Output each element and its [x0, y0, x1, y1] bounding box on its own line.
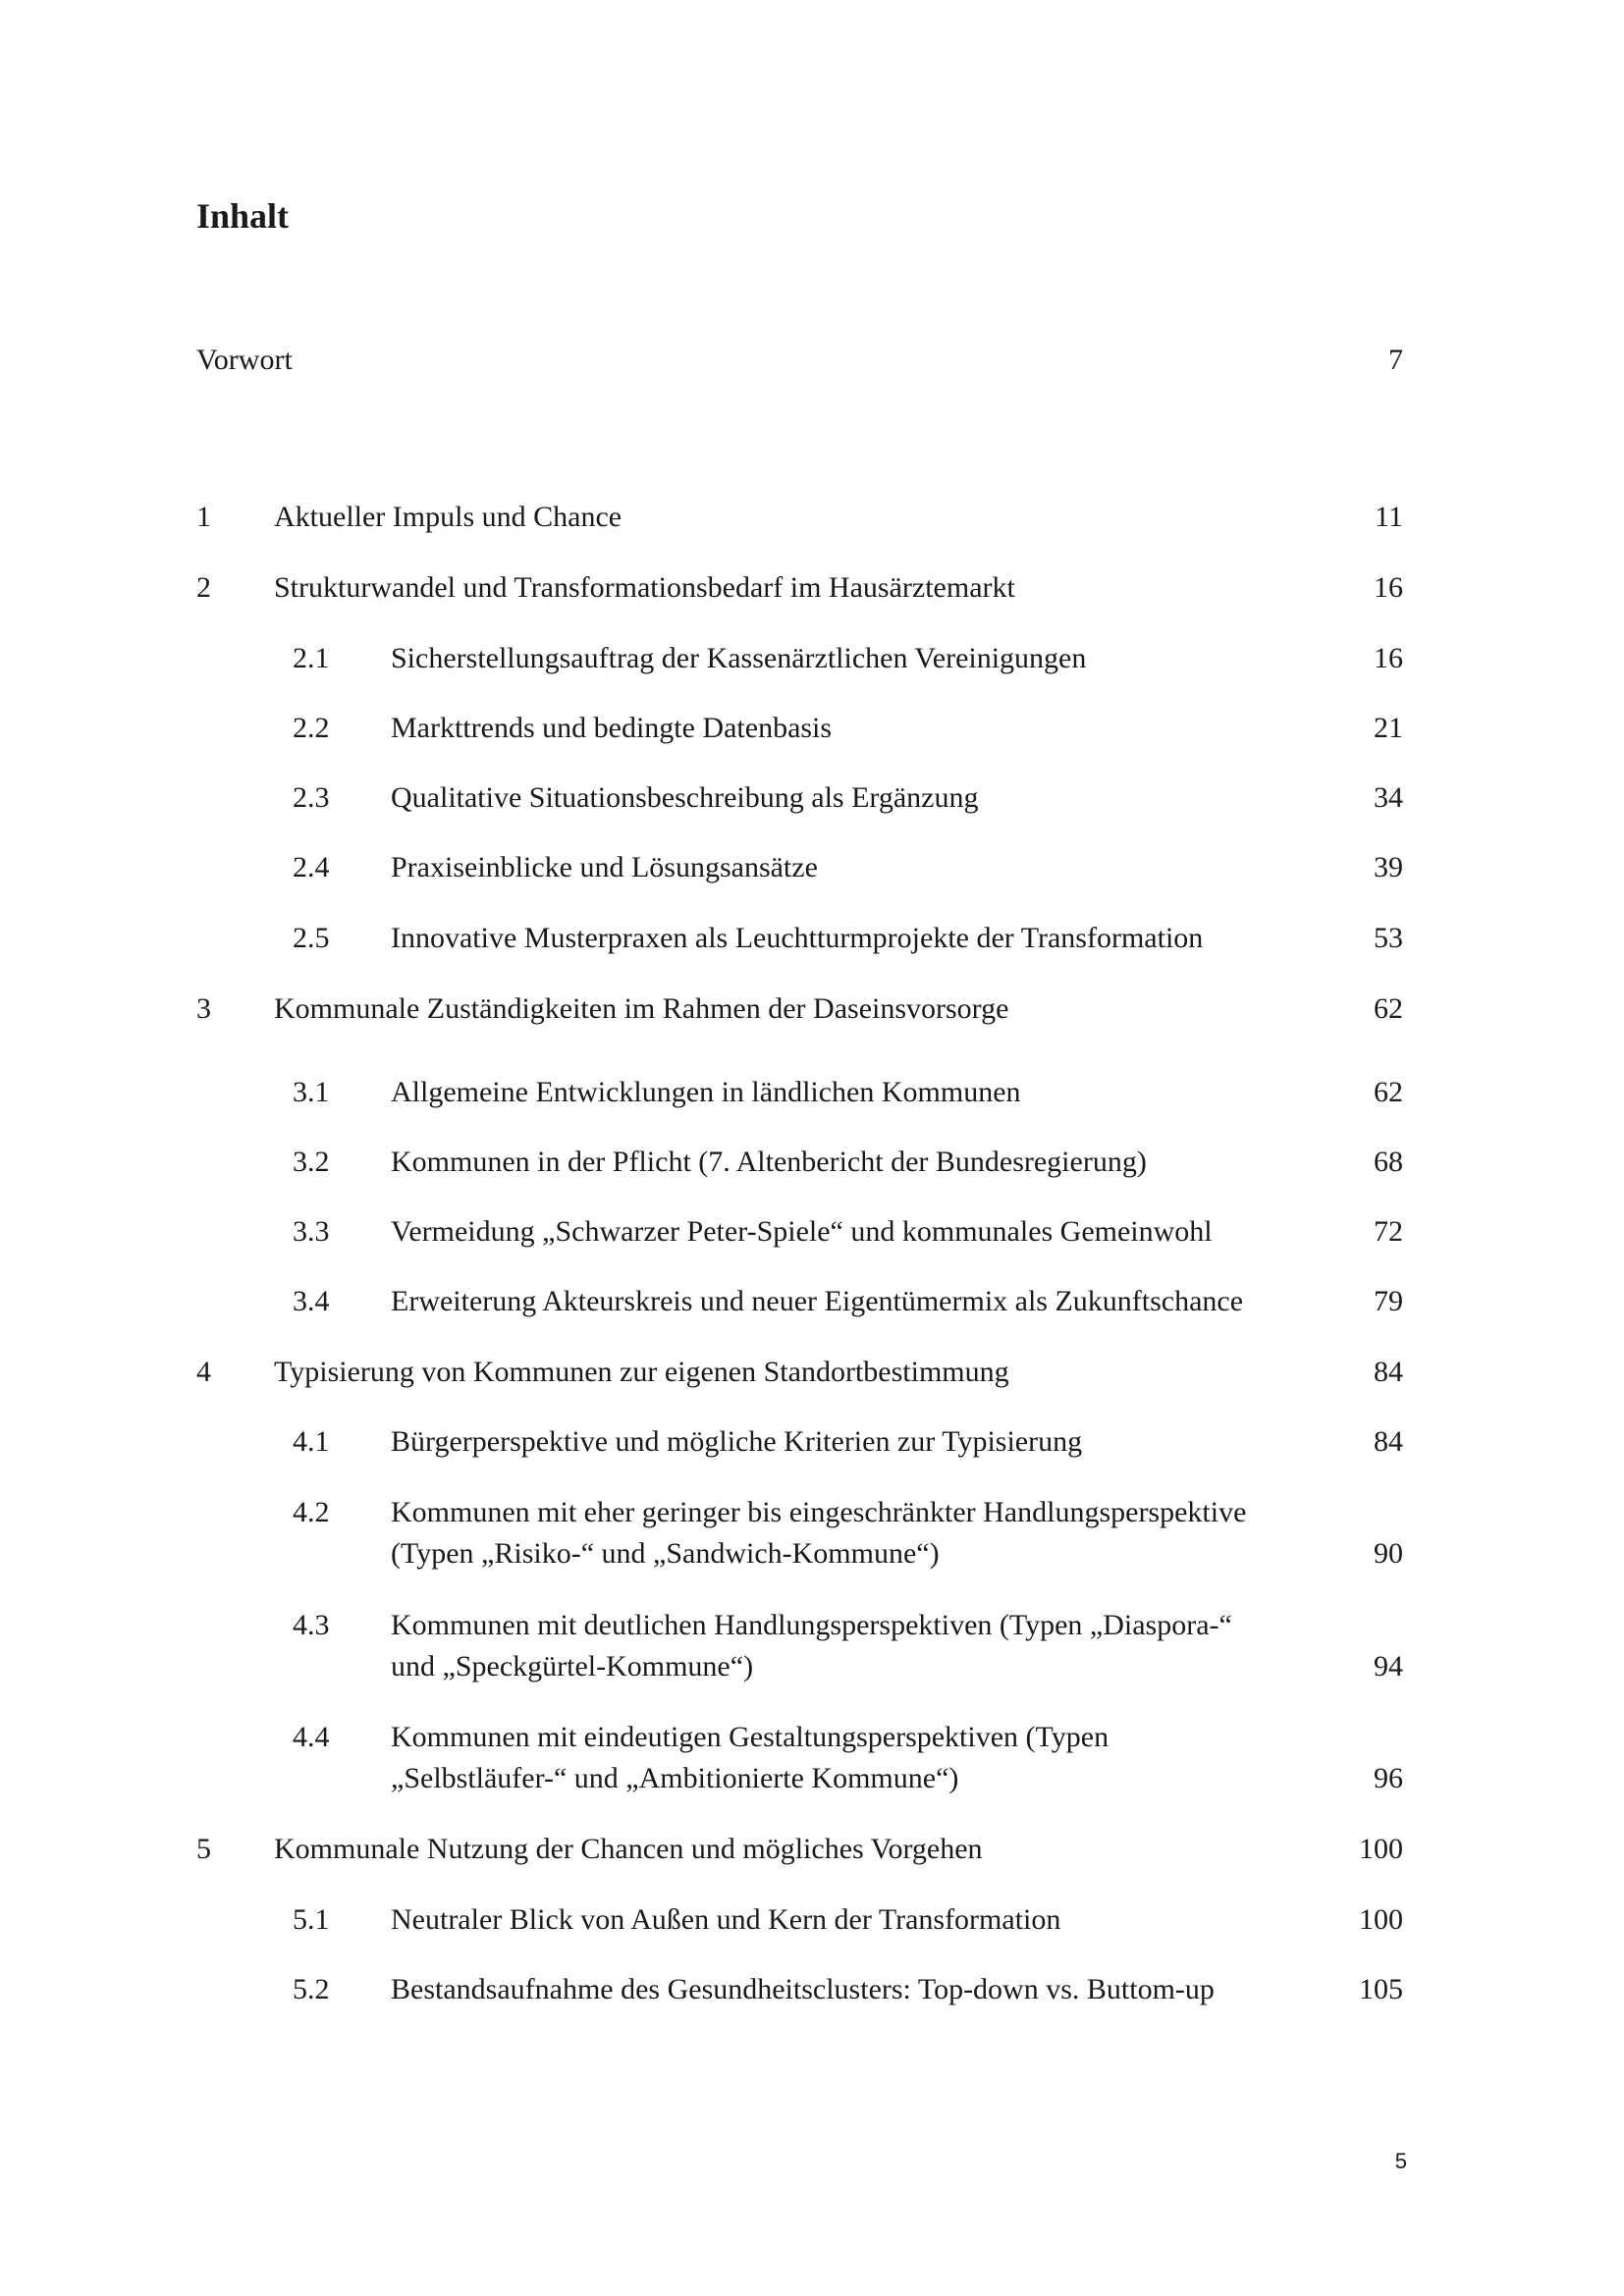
toc-entry-number: 3.1: [293, 1076, 330, 1108]
toc-entry-number: 4.4: [293, 1721, 330, 1753]
toc-entry-title: [274, 988, 1008, 1030]
toc-entry-number: 2.1: [293, 642, 330, 674]
toc-entry-page: 39: [1374, 851, 1403, 883]
toc-entry-title-line: Bürgerperspektive und mögliche Kriterien zur Typisierung: [391, 1425, 1083, 1458]
toc-entry-page: 100: [1359, 1833, 1403, 1865]
toc-entry-title-line: Bestandsaufnahme des Gesundheitsclusters: Top-down vs. Buttom-up: [391, 1973, 1215, 2005]
toc-entry-title: [391, 1281, 1243, 1322]
toc-entry-number: 4.3: [293, 1609, 330, 1641]
toc-entry-number: 3.3: [293, 1215, 330, 1248]
toc-entry-title-line: Qualitative Situationsbeschreibung als Ergänzung: [391, 781, 979, 814]
toc-entry-title-line: Strukturwandel und Transformationsbedarf im Hausärztemarkt: [274, 571, 1015, 604]
toc-entry-page: 7: [1388, 344, 1403, 376]
toc-entry-page: 16: [1374, 642, 1403, 674]
toc-entry-number: 4.2: [293, 1496, 330, 1528]
toc-entry-page: 100: [1359, 1903, 1403, 1936]
toc-entry-number: 2.2: [293, 712, 330, 744]
toc-entry-number: 3.2: [293, 1146, 330, 1178]
toc-entry-number: 5.2: [293, 1973, 330, 2005]
toc-entry-page: 84: [1374, 1356, 1403, 1388]
toc-entry-title: [391, 1492, 1246, 1575]
toc-entry-page: 21: [1374, 712, 1403, 744]
toc-entry-number: 5.1: [293, 1903, 330, 1936]
toc-entry-number: 4.1: [293, 1425, 330, 1458]
toc-entry-title: [391, 1969, 1215, 2010]
toc-entry-title-line: Kommunale Nutzung der Chancen und mögliches Vorgehen: [274, 1833, 983, 1865]
toc-entry-title: [391, 708, 832, 749]
page-number: 5: [1394, 2149, 1407, 2173]
toc-entry-title-line: „Selbstläufer-“ und „Ambitionierte Kommune“): [391, 1762, 959, 1794]
toc-entry-title-line: Sicherstellungsauftrag der Kassenärztlichen Vereinigungen: [391, 642, 1087, 674]
toc-entry-title-line: Kommunen mit eher geringer bis eingeschränkter Handlungsperspektive: [391, 1496, 1247, 1528]
toc-entry-title-line: Aktueller Impuls und Chance: [274, 501, 623, 533]
toc-entry-page: 90: [1374, 1537, 1403, 1570]
toc-entry-page: 11: [1375, 501, 1403, 533]
toc-entry-number: 3.4: [293, 1285, 330, 1317]
toc-entry-title-line: Erweiterung Akteurskreis und neuer Eigentümermix als Zukunftschance: [391, 1285, 1244, 1317]
toc-entry-title: [391, 1142, 1147, 1183]
toc-entry-title: [391, 777, 978, 819]
toc-entry-title: [196, 340, 293, 381]
toc-entry-title-line: Markttrends und bedingte Datenbasis: [391, 712, 833, 744]
toc-entry-title-line: Kommunen mit deutlichen Handlungsperspektiven (Typen „Diaspora-“: [391, 1609, 1232, 1641]
toc-entry-title-line: Allgemeine Entwicklungen in ländlichen Kommunen: [391, 1076, 1021, 1108]
toc-entry-number: 1: [196, 501, 211, 533]
toc-entry-title: [391, 847, 818, 888]
toc-entry-page: 96: [1374, 1762, 1403, 1794]
toc-entry-page: 34: [1374, 781, 1403, 814]
toc-entry-title: [391, 1605, 1232, 1687]
toc-entry-number: 2: [196, 571, 211, 604]
toc-entry-number: 3: [196, 992, 211, 1025]
toc-entry-page: 68: [1374, 1146, 1403, 1178]
toc-entry-title: [391, 1717, 1109, 1799]
toc-entry-page: 105: [1359, 1973, 1403, 2005]
toc-entry-number: 2.5: [293, 922, 330, 954]
toc-entry-page: 72: [1374, 1215, 1403, 1248]
toc-entry-title-line: Typisierung von Kommunen zur eigenen Standortbestimmung: [274, 1356, 1009, 1388]
toc-entry-title: [391, 918, 1203, 959]
toc-entry-title-line: Vorwort: [196, 344, 293, 376]
toc-entry-page: 62: [1374, 1076, 1403, 1108]
toc-entry-page: 84: [1374, 1425, 1403, 1458]
toc-entry-title-line: und „Speckgürtel-Kommune“): [391, 1650, 754, 1682]
toc-entry-title: [274, 567, 1015, 609]
toc-entry-title: [391, 1899, 1060, 1941]
page-title: Inhalt: [196, 196, 290, 236]
toc-entry-page: 53: [1374, 922, 1403, 954]
toc-entry-title-line: Praxiseinblicke und Lösungsansätze: [391, 851, 818, 883]
toc-entry-page: 16: [1374, 571, 1403, 604]
toc-entry-title: [274, 497, 622, 538]
toc-entry-title: [274, 1352, 1009, 1393]
toc-entry-title-line: Neutraler Blick von Außen und Kern der Transformation: [391, 1903, 1061, 1936]
toc-entry-title: [391, 1211, 1213, 1253]
toc-entry-number: 2.4: [293, 851, 330, 883]
toc-entry-title-line: (Typen „Risiko-“ und „Sandwich-Kommune“): [391, 1537, 940, 1570]
toc-entry-title-line: Kommunen in der Pflicht (7. Altenbericht der Bundesregierung): [391, 1146, 1147, 1178]
toc-entry-title-line: Kommunen mit eindeutigen Gestaltungsperspektiven (Typen: [391, 1721, 1110, 1753]
toc-entry-title-line: Kommunale Zuständigkeiten im Rahmen der Daseinsvorsorge: [274, 992, 1009, 1025]
toc-entry-title: [391, 1072, 1021, 1113]
toc-entry-number: 5: [196, 1833, 211, 1865]
toc-entry-title-line: Innovative Musterpraxen als Leuchtturmprojekte der Transformation: [391, 922, 1204, 954]
toc-entry-page: 79: [1374, 1285, 1403, 1317]
toc-entry-page: 94: [1374, 1650, 1403, 1682]
toc-entry-title: [391, 638, 1086, 679]
toc-entry-page: 62: [1374, 992, 1403, 1025]
toc-entry-title: [391, 1421, 1082, 1463]
toc-entry-title-line: Vermeidung „Schwarzer Peter-Spiele“ und kommunales Gemeinwohl: [391, 1215, 1213, 1248]
toc-entry-title: [274, 1829, 983, 1870]
toc-entry-number: 2.3: [293, 781, 330, 814]
toc-entry-number: 4: [196, 1356, 211, 1388]
